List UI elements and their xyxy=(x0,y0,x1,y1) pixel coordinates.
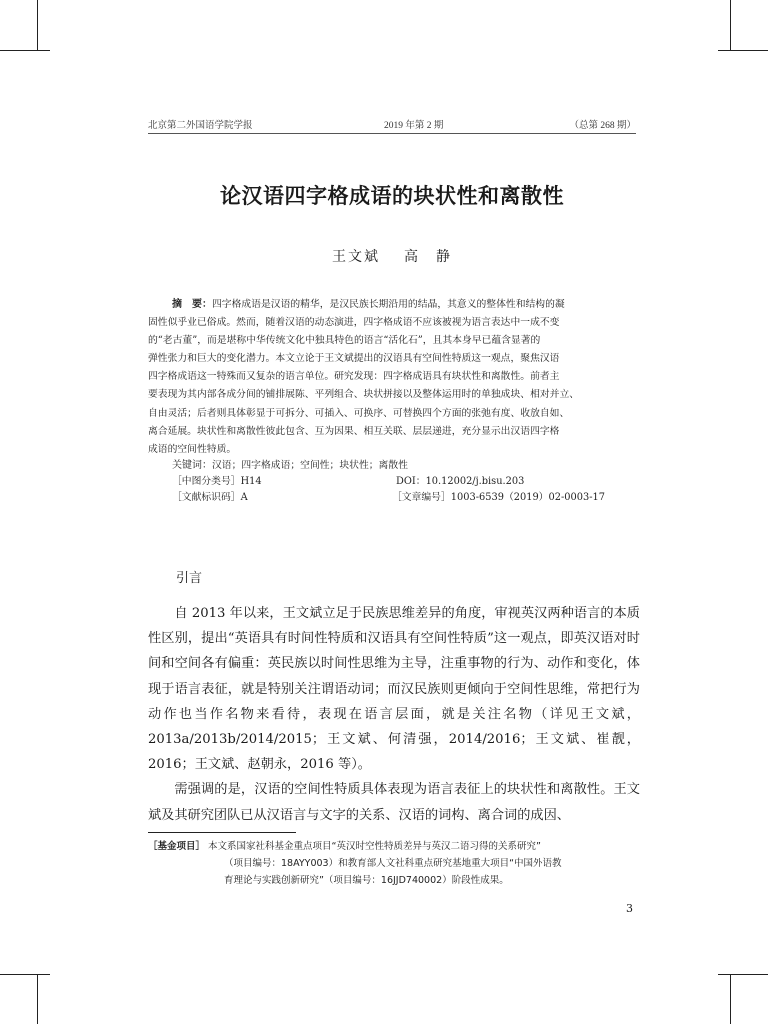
document-code: ［文献标识码］A xyxy=(172,492,248,503)
header-rule xyxy=(148,133,636,134)
author-name: 高 静 xyxy=(404,249,452,265)
abstract-line: 的“老古董”，而是堪称中华传统文化中独具特色的语言“活化石”，且其本身早已蕴含显著的 xyxy=(148,335,541,347)
keywords xyxy=(172,456,636,471)
crop-mark xyxy=(37,0,38,50)
body-text xyxy=(148,601,640,828)
abstract-line: 自由灵活；后者则具体彰显于可拆分、可插入、可换序、可替换四个方面的张弛有度、收放自如、 xyxy=(148,407,570,419)
crop-mark xyxy=(718,974,768,975)
footnote-line: 育理论与实践创新研究”（项目编号：16JJD740002）阶段性成果。 xyxy=(224,875,509,886)
paragraph: 需强调的是，汉语的空间性特质具体表现为语言表征上的块状性和离散性。王文斌及其研究团队已从汉语言与文字的关系、汉语的词构、离合词的成因、 xyxy=(148,782,640,823)
footnote-line: （项目编号：18AYY003）和教育部人文社科重点研究基地重大项目“中国外语教 xyxy=(224,858,562,869)
abstract-line: 固性似乎业已俗成。然而，随着汉语的动态演进，四字格成语不应该被视为语言表达中一成不变 xyxy=(148,317,560,329)
footnote-label: ［基金项目］ xyxy=(148,841,206,852)
crop-mark xyxy=(0,974,50,975)
issue-number: 2019 年第 2 期 xyxy=(384,121,444,131)
footnote xyxy=(148,838,648,889)
abstract-line: 要表现为其内部各成分间的铺排展陈、平列组合、块状拼接以及整体运用时的单独成块、相对并立、 xyxy=(148,389,580,401)
abstract-line: 离合延展。块状性和离散性彼此包含、互为因果、相互关联、层层递进，充分显示出汉语四字格 xyxy=(148,425,560,437)
abstract-line: 四字格成语这一特殊而又复杂的语言单位。研究发现：四字格成语具有块状性和离散性。前者主 xyxy=(148,371,560,383)
article-title: 论汉语四字格成语的块状性和离散性 xyxy=(220,183,564,208)
abstract-line: 摘 要：四字格成语是汉语的精华，是汉民族长期沿用的结晶，其意义的整体性和结构的凝 xyxy=(172,299,565,310)
clc-code: ［中图分类号］H14 xyxy=(172,476,262,487)
abstract-label: 摘 要： xyxy=(172,299,212,310)
journal-name: 北京第二外国语学院学报 xyxy=(148,121,253,131)
crop-mark xyxy=(718,50,768,51)
paragraph: 自 2013 年以来，王文斌立足于民族思维差异的角度，审视英汉两种语言的本质性区别，提出“英语具有时间性特质和汉语具有空间性特质”这一观点，即英汉语对时间和空间各有偏重：英民族以时间性思维为主导，注重事物的行为、动作和变化，体现于语言表征，就是特别关注谓语动词；而汉民族则更倾向于空间性思维，常把行为动作也当作名物来看待，表现在语言层面，就是关注名物（详见王文斌，2013a/2013b/2014/2015；王文斌、何清强，2014/2016；王文斌、崔靓，2016；王文斌、赵朝永，2016 等）。 xyxy=(148,606,640,773)
page-number: 3 xyxy=(626,902,633,915)
doi: DOI：10.12002/j.bisu.203 xyxy=(396,476,525,487)
keywords-label: 关键词： xyxy=(172,460,212,471)
abstract-line: 成语的空间性特质。 xyxy=(148,443,237,455)
crop-mark xyxy=(0,50,50,51)
crop-mark xyxy=(730,0,731,50)
authors xyxy=(148,246,636,266)
section-heading: 引言 xyxy=(176,571,203,586)
footnote-line: ［基金项目］ 本文系国家社科基金重点项目“英汉时空性特质差异与英汉二语习得的关系研究” xyxy=(148,841,541,852)
footnote-rule xyxy=(148,832,296,833)
crop-mark xyxy=(730,974,731,1024)
keywords-text: 汉语；四字格成语；空间性；块状性；离散性 xyxy=(212,460,408,471)
crop-mark xyxy=(37,974,38,1024)
abstract-line: 弹性张力和巨大的变化潜力。本文立论于王文斌提出的汉语具有空间性特质这一观点，聚焦汉语 xyxy=(148,353,560,365)
serial-number: （总第 268 期） xyxy=(569,121,636,131)
article-number: ［文章编号］1003-6539（2019）02-0003-17 xyxy=(392,492,605,503)
author-name: 王文斌 xyxy=(332,249,380,265)
abstract xyxy=(148,296,636,459)
